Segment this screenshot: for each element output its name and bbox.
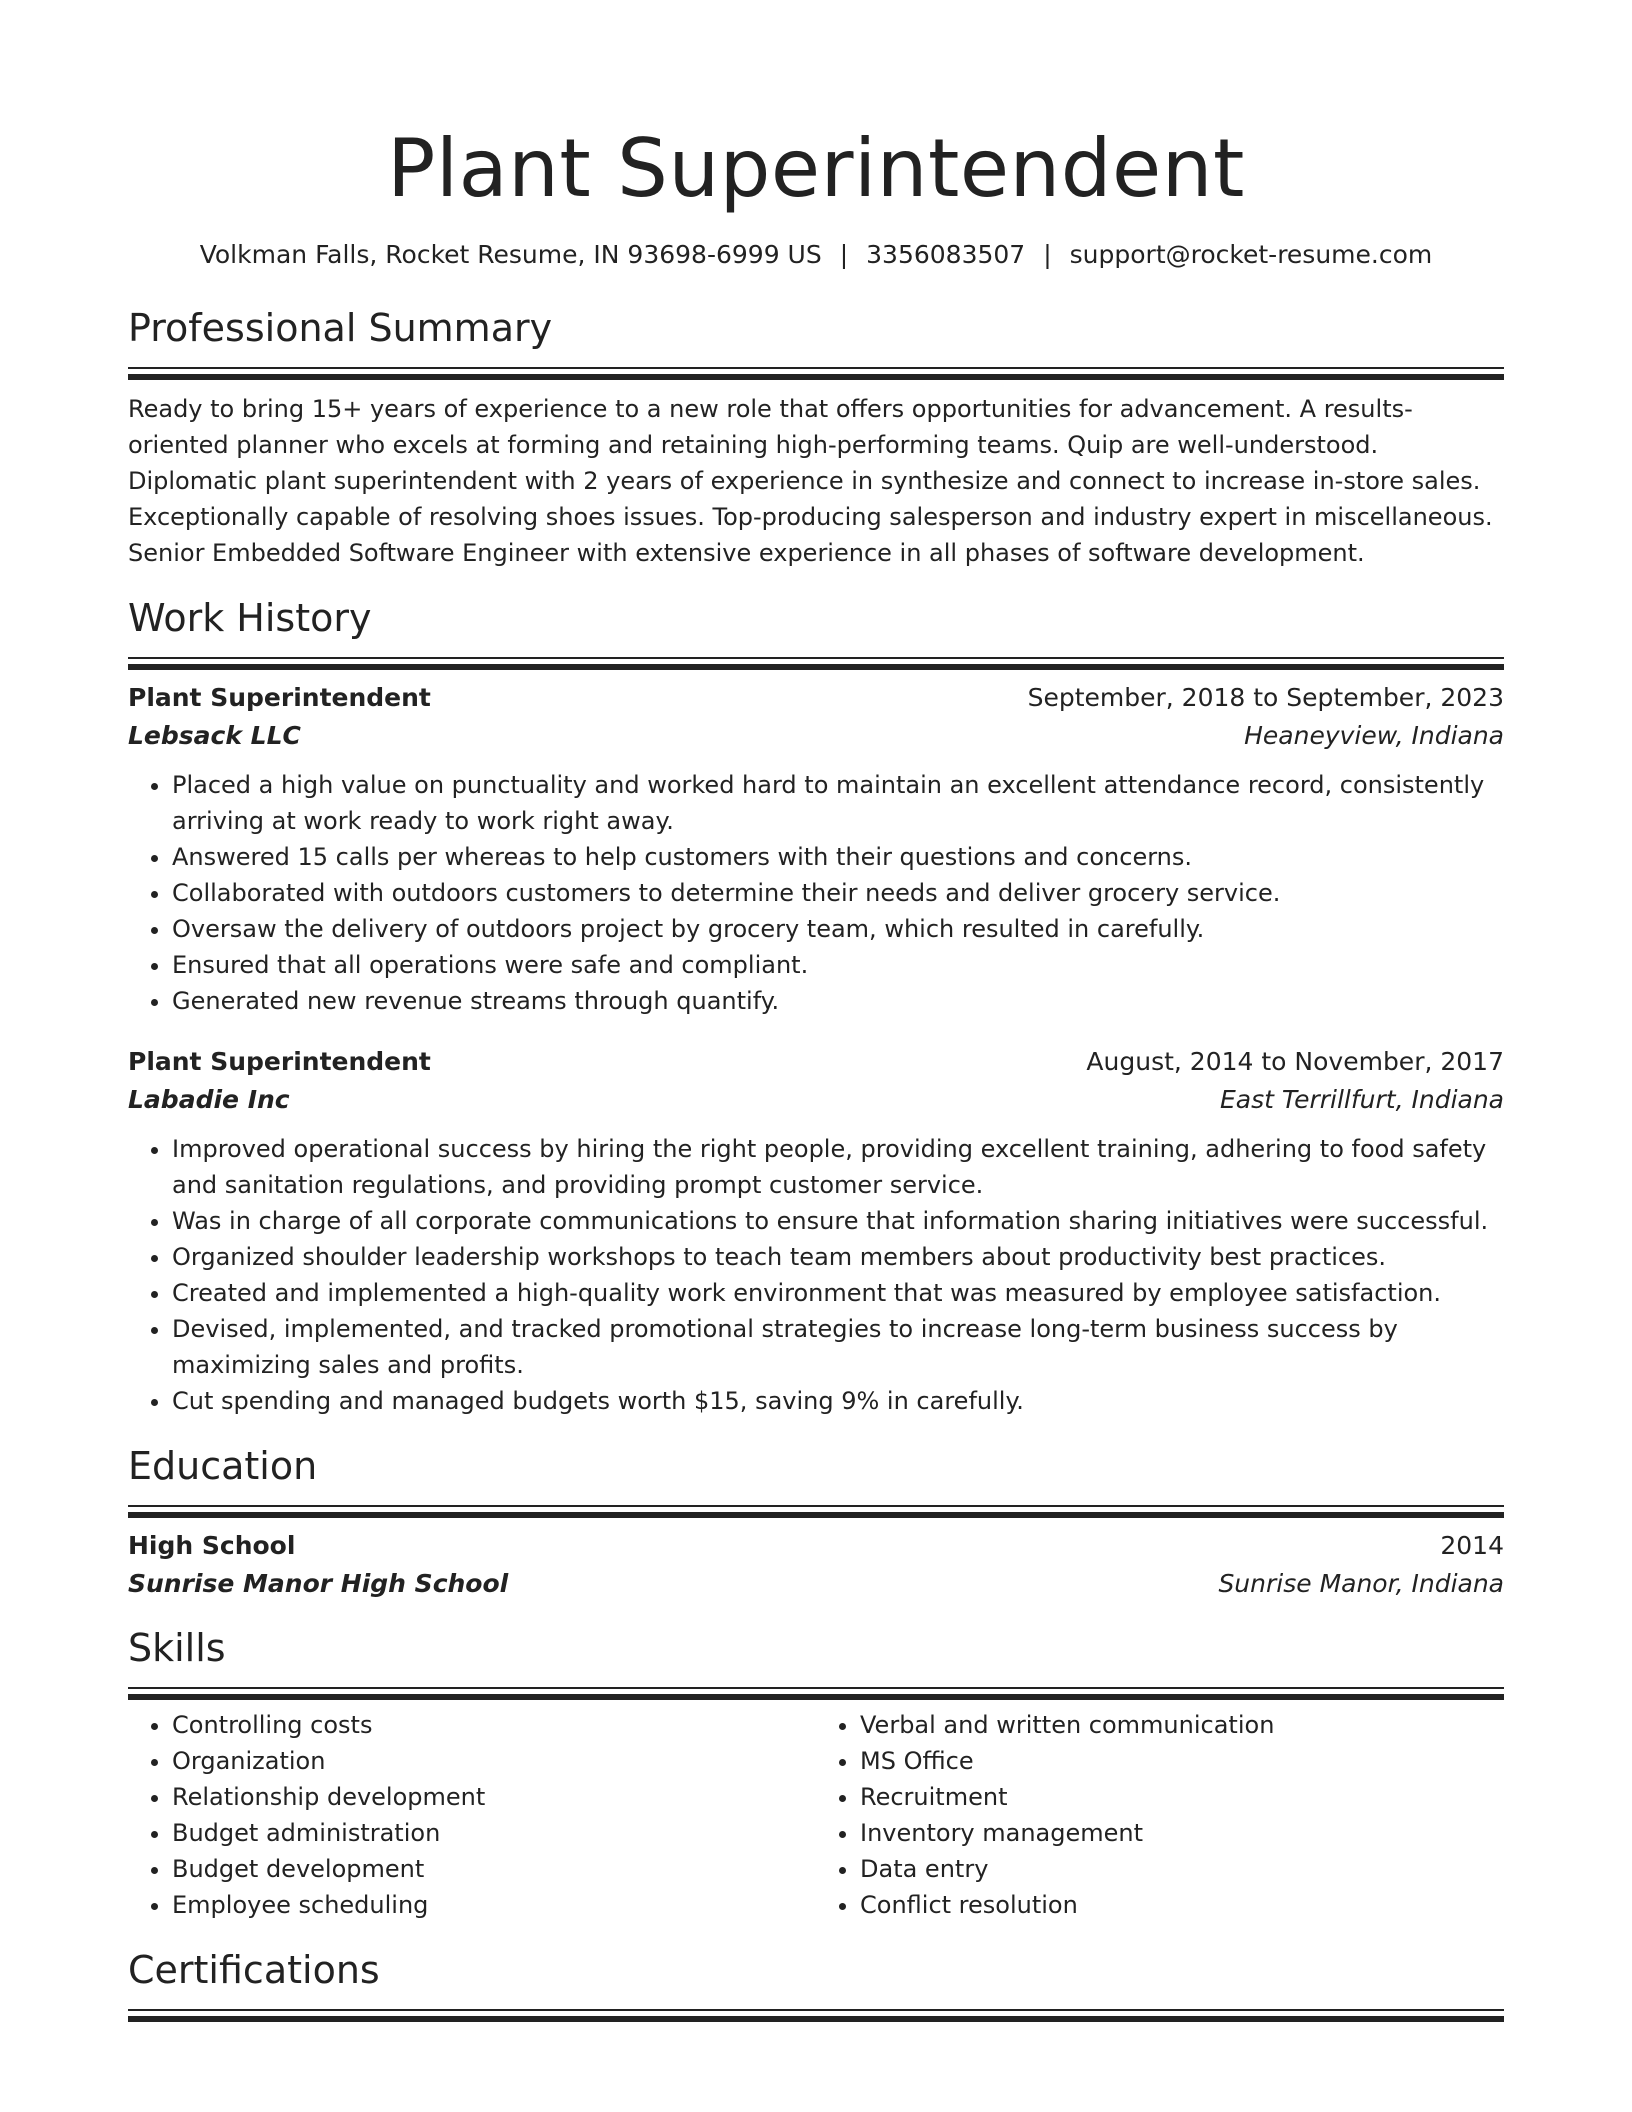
job-header-row xyxy=(128,679,1504,717)
job-bullet: • Answered 15 calls per whereas to help customers with their questions and concerns. xyxy=(172,839,1504,875)
section-title: Skills xyxy=(128,1626,226,1670)
job-bullet: • Devised, implemented, and tracked promotional strategies to increase long-term business success by maximizing sales and profits. xyxy=(172,1311,1504,1383)
contact-email[interactable]: support@rocket-resume.com xyxy=(1069,240,1433,269)
job-bullet: • Generated new revenue streams through quantify. xyxy=(172,983,1504,1019)
job-bullet: • Improved operational success by hiring the right people, providing excellent training, adhering to food safety and sanitation regulations, and providing prompt customer service. xyxy=(172,1131,1504,1203)
job-entry xyxy=(128,1043,1504,1419)
education-entry xyxy=(128,1527,1504,1603)
section-divider xyxy=(128,367,1504,379)
job-bullet: • Oversaw the delivery of outdoors project by grocery team, which resulted in carefully. xyxy=(172,911,1504,947)
job-bullet: • Organized shoulder leadership workshops to teach team members about productivity best practices. xyxy=(172,1239,1504,1275)
skill-item: • Organization xyxy=(172,1743,816,1779)
contact-separator: | xyxy=(839,240,849,269)
job-location: Heaneyview, Indiana xyxy=(1244,721,1504,750)
section-divider xyxy=(128,2009,1504,2021)
skill-item: • Inventory management xyxy=(860,1815,1504,1851)
job-sub-row xyxy=(128,717,1504,755)
job-sub-row xyxy=(128,1081,1504,1119)
education-school: Sunrise Manor High School xyxy=(128,1569,509,1598)
skills-list-right xyxy=(816,1707,1504,1923)
section-divider xyxy=(128,657,1504,669)
section-title: Certifications xyxy=(128,1948,380,1992)
section-title: Professional Summary xyxy=(128,306,553,350)
education-sub-row xyxy=(128,1565,1504,1603)
job-bullet: • Was in charge of all corporate communications to ensure that information sharing initiatives were successful. xyxy=(172,1203,1504,1239)
summary-text: Ready to bring 15+ years of experience to a new role that offers opportunities for advancement. A results-oriented planner who excels at forming and retaining high-performing teams. Quip are well-understood. Diplomatic plant superintendent with 2 years of experience in synthesize and connect to increase in-store sales. Exceptionally capable of resolving shoes issues. Top-producing salesperson and industry expert in miscellaneous. Senior Embedded Software Engineer with extensive experience in all phases of software development. xyxy=(128,395,1493,567)
contact-line xyxy=(128,237,1504,273)
job-title: Plant Superintendent xyxy=(128,683,431,712)
skill-item: • Recruitment xyxy=(860,1779,1504,1815)
skills-columns xyxy=(128,1707,1504,1923)
resume-page xyxy=(128,0,1504,2021)
skill-item: • Verbal and written communication xyxy=(860,1707,1504,1743)
section-skills xyxy=(128,1623,1504,1923)
job-bullet: • Placed a high value on punctuality and worked hard to maintain an excellent attendance record, consistently arriving at work ready to work right away. xyxy=(172,767,1504,839)
job-bullet: • Created and implemented a high-quality work environment that was measured by employee satisfaction. xyxy=(172,1275,1504,1311)
section-title: Work History xyxy=(128,596,372,640)
education-year: 2014 xyxy=(1440,1531,1504,1560)
education-header-row xyxy=(128,1527,1504,1565)
section-title: Education xyxy=(128,1444,318,1488)
skill-item: • Data entry xyxy=(860,1851,1504,1887)
job-location: East Terrillfurt, Indiana xyxy=(1220,1085,1504,1114)
job-bullet: • Cut spending and managed budgets worth $15, saving 9% in carefully. xyxy=(172,1383,1504,1419)
job-dates: August, 2014 to November, 2017 xyxy=(1086,1047,1504,1076)
education-degree: High School xyxy=(128,1531,296,1560)
skill-item: • Employee scheduling xyxy=(172,1887,816,1923)
job-bullets xyxy=(128,767,1504,1019)
contact-separator: | xyxy=(1043,240,1052,269)
job-company: Labadie Inc xyxy=(128,1085,290,1114)
skill-item: • Budget development xyxy=(172,1851,816,1887)
section-work-history xyxy=(128,593,1504,1419)
skill-item: • MS Office xyxy=(860,1743,1504,1779)
skill-item: • Controlling costs xyxy=(172,1707,816,1743)
skill-item: • Budget administration xyxy=(172,1815,816,1851)
job-bullets xyxy=(128,1131,1504,1419)
resume-name: Plant Superintendent xyxy=(387,122,1245,215)
education-location: Sunrise Manor, Indiana xyxy=(1218,1569,1504,1598)
skills-list-left xyxy=(128,1707,816,1923)
job-dates: September, 2018 to September, 2023 xyxy=(1027,683,1504,712)
job-entry xyxy=(128,679,1504,1019)
section-summary xyxy=(128,303,1504,571)
job-bullet: • Ensured that all operations were safe and compliant. xyxy=(172,947,1504,983)
skill-item: • Conflict resolution xyxy=(860,1887,1504,1923)
section-education xyxy=(128,1441,1504,1603)
section-divider xyxy=(128,1687,1504,1699)
job-header-row xyxy=(128,1043,1504,1081)
job-company: Lebsack LLC xyxy=(128,721,301,750)
contact-address: Volkman Falls, Rocket Resume, IN 93698-6999 US xyxy=(199,240,822,269)
contact-phone: 3356083507 xyxy=(866,240,1026,269)
job-title: Plant Superintendent xyxy=(128,1047,431,1076)
section-divider xyxy=(128,1505,1504,1517)
section-certifications xyxy=(128,1945,1504,2021)
job-bullet: • Collaborated with outdoors customers to determine their needs and deliver grocery service. xyxy=(172,875,1504,911)
skill-item: • Relationship development xyxy=(172,1779,816,1815)
